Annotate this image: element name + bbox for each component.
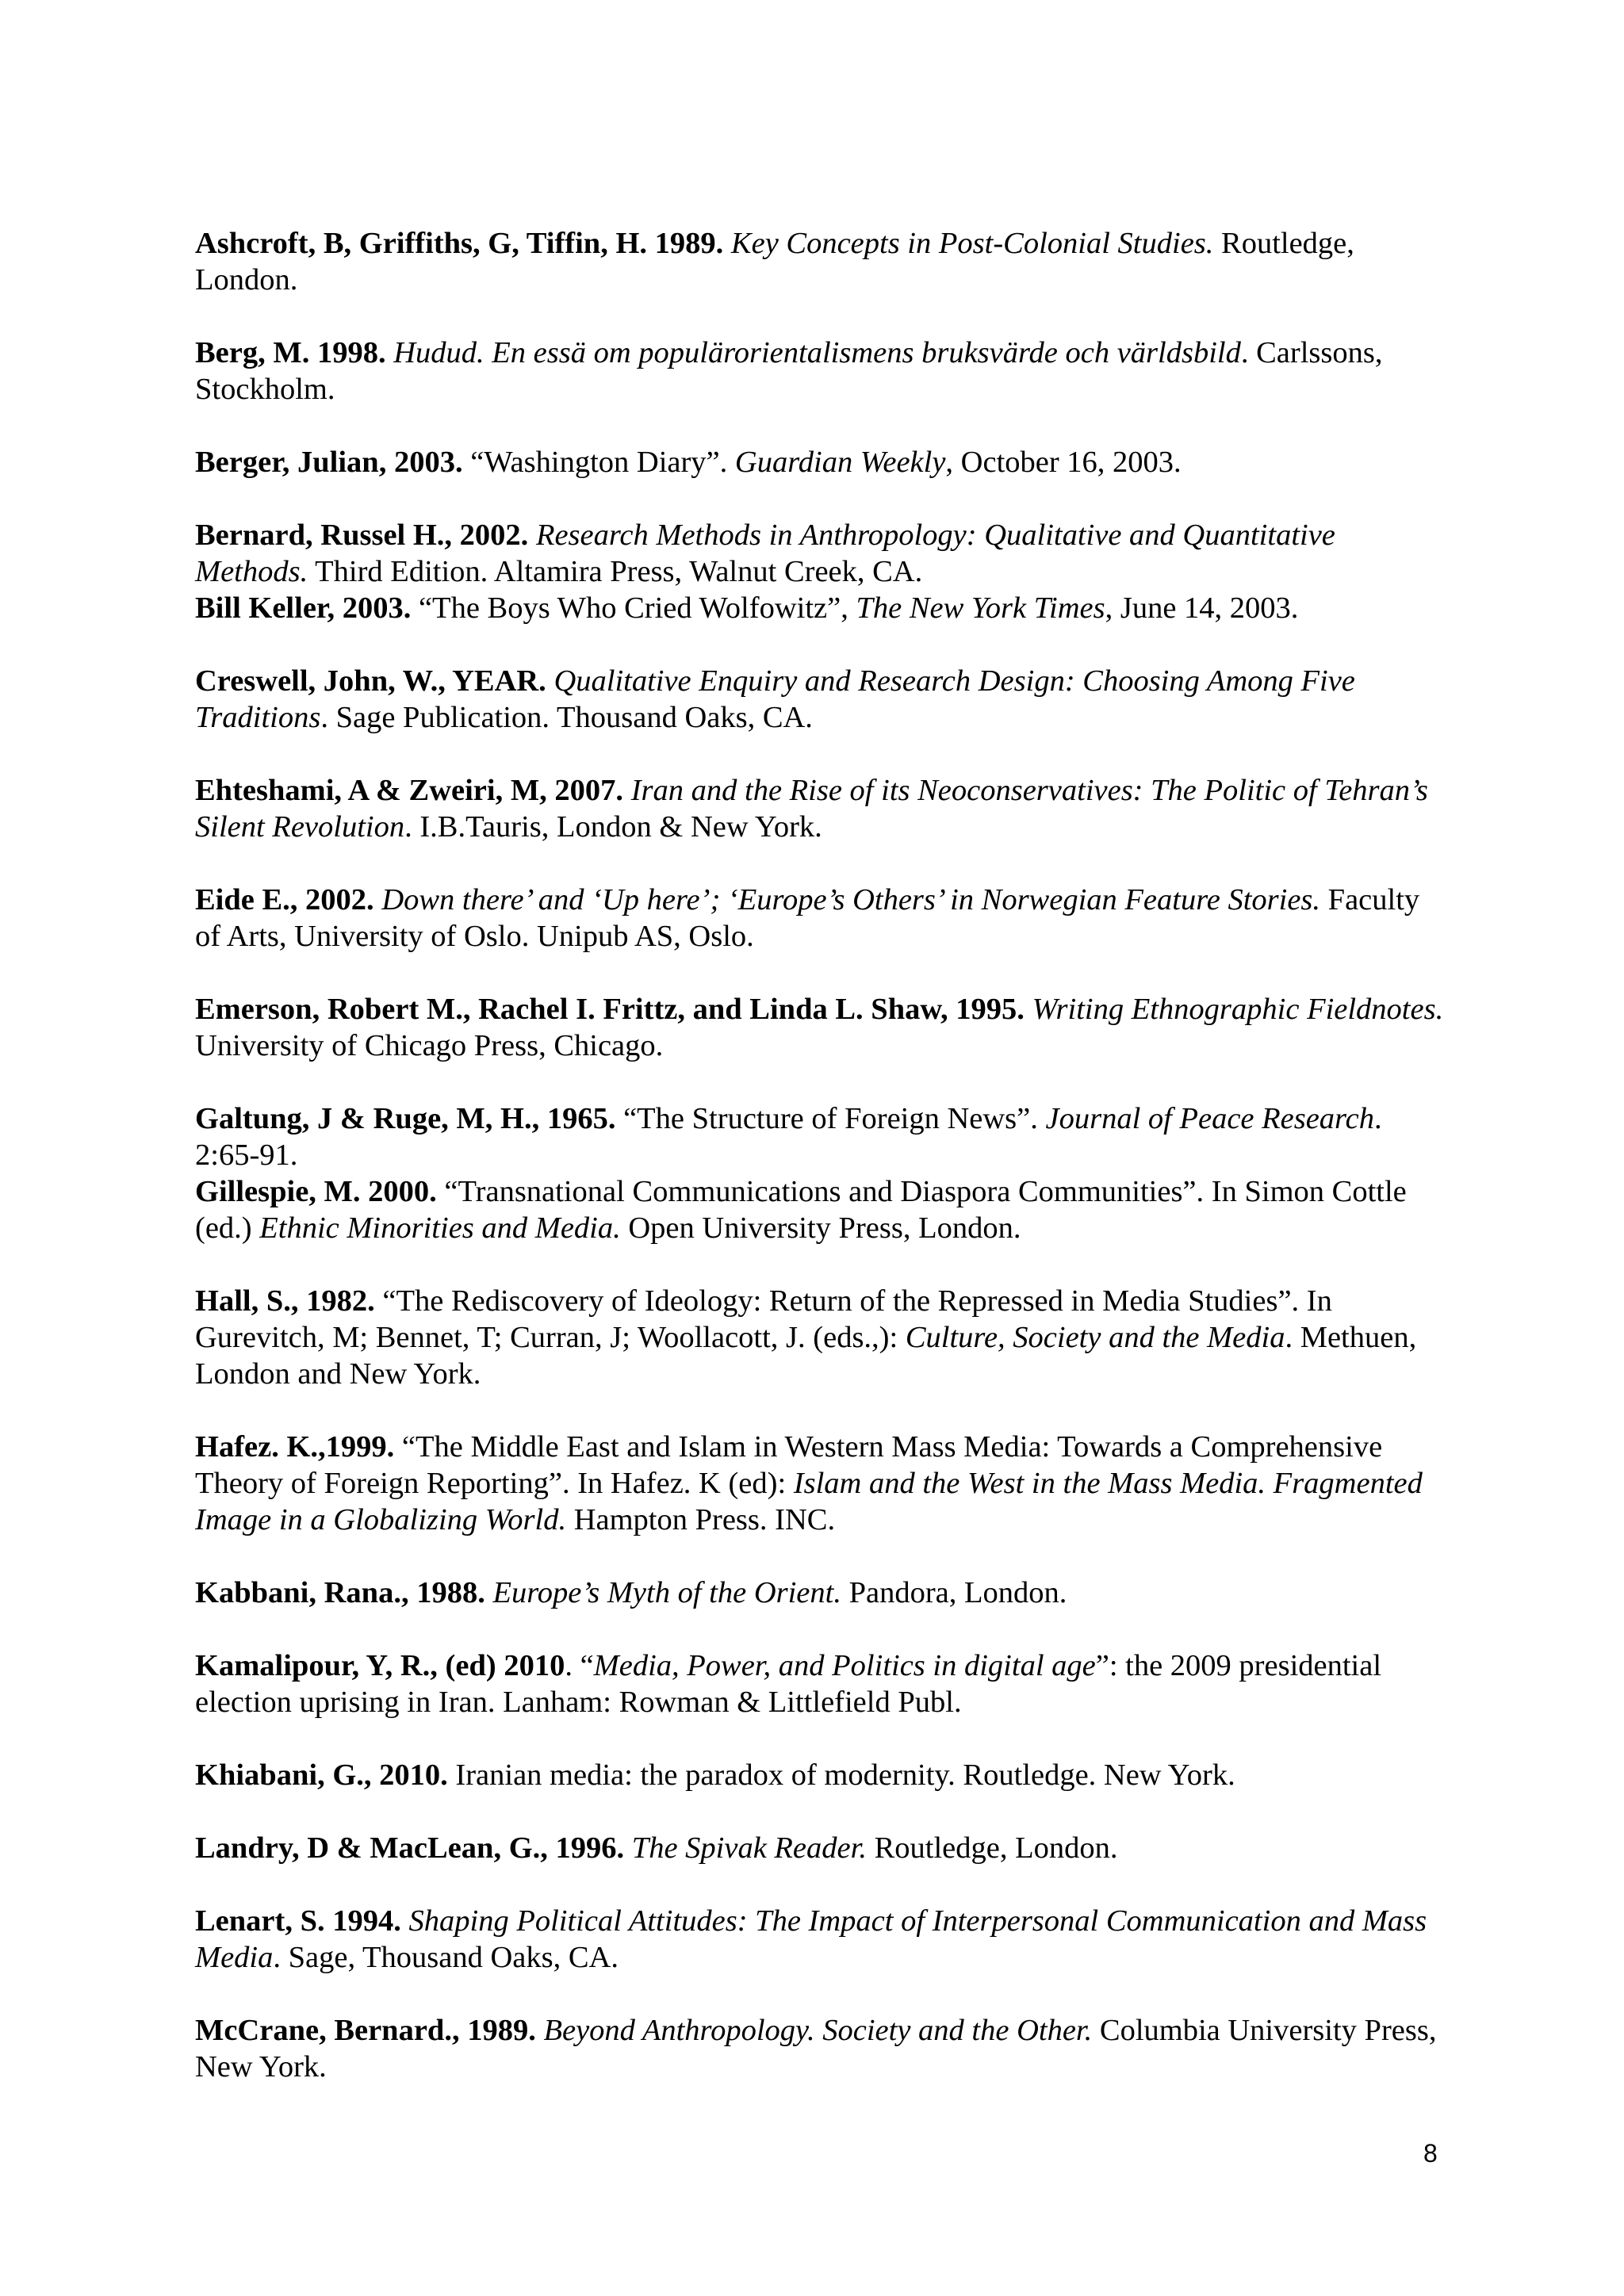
reference-entry bbox=[195, 444, 1448, 480]
reference-author: Kamalipour, Y, R., (ed) 2010 bbox=[195, 1649, 565, 1682]
reference-title: Islam and the West in the Mass Media. Fragmented Image in a Globalizing World. bbox=[195, 1467, 1423, 1536]
reference-title: Guardian Weekly bbox=[734, 446, 946, 479]
reference-text: Routledge, London. bbox=[195, 227, 1354, 297]
reference-text: University of Chicago Press, Chicago. bbox=[195, 1029, 664, 1062]
reference-author: Galtung, J & Ruge, M, H., 1965. bbox=[195, 1102, 616, 1135]
reference-author: Gillespie, M. 2000. bbox=[195, 1175, 437, 1208]
reference-entry bbox=[195, 225, 1448, 298]
reference-entry bbox=[195, 991, 1448, 1064]
reference-title: Research Methods in Anthropology: Qualitative and Quantitative Methods. bbox=[195, 519, 1335, 588]
reference-text: Routledge, London. bbox=[866, 1831, 1118, 1865]
reference-entry bbox=[195, 335, 1448, 408]
reference-title: Beyond Anthropology. Society and the Other. bbox=[543, 2014, 1093, 2047]
page-number: 8 bbox=[1423, 2139, 1438, 2168]
reference-author: Khiabani, G., 2010. bbox=[195, 1758, 448, 1792]
reference-author: Landry, D & MacLean, G., 1996. bbox=[195, 1831, 625, 1865]
reference-text bbox=[546, 664, 554, 698]
reference-entry bbox=[195, 1429, 1448, 1538]
reference-author: McCrane, Bernard., 1989. bbox=[195, 2014, 536, 2047]
reference-title: Iran and the Rise of its Neoconservatives: The Politic of Tehran’s Silent Revolution bbox=[195, 774, 1428, 844]
reference-entry bbox=[195, 1903, 1448, 1976]
reference-author: Emerson, Robert M., Rachel I. Frittz, and Linda L. Shaw, 1995. bbox=[195, 993, 1025, 1026]
reference-title: The Spivak Reader. bbox=[631, 1831, 867, 1865]
reference-author: Bill Keller, 2003. bbox=[195, 591, 412, 625]
reference-text bbox=[624, 1831, 632, 1865]
reference-author: Berg, M. 1998. bbox=[195, 336, 386, 369]
reference-title: Key Concepts in Post-Colonial Studies. bbox=[730, 227, 1214, 260]
reference-entry bbox=[195, 882, 1448, 955]
reference-text bbox=[401, 1904, 409, 1938]
reference-text: “Washington Diary”. bbox=[462, 446, 735, 479]
reference-entry bbox=[195, 1757, 1448, 1793]
reference-text: ”: the 2009 presidential election uprising in Iran. Lanham: Rowman & Littlefield Publ. bbox=[195, 1649, 1382, 1719]
reference-text: “The Boys Who Cried Wolfowitz”, bbox=[411, 591, 856, 625]
reference-title: Media, Power, and Politics in digital age bbox=[593, 1649, 1096, 1682]
reference-entry bbox=[195, 1283, 1448, 1392]
reference-text: “The Rediscovery of Ideology: Return of the Repressed in Media Studies”. In Gurevitch, M; Bennet, T; Curran, J; Woollacott, J. (eds.,): bbox=[195, 1284, 1332, 1354]
reference-author: Berger, Julian, 2003. bbox=[195, 446, 463, 479]
reference-entry bbox=[195, 1575, 1448, 1611]
reference-entry bbox=[195, 1830, 1448, 1866]
reference-text: “The Middle East and Islam in Western Mass Media: Towards a Comprehensive Theory of Foreign Reporting”. In Hafez. K (ed): bbox=[195, 1430, 1383, 1500]
reference-text: . Sage Publication. Thousand Oaks, CA. bbox=[320, 701, 813, 734]
reference-entry bbox=[195, 1100, 1448, 1173]
reference-author: Lenart, S. 1994. bbox=[195, 1904, 401, 1938]
reference-title: Journal of Peace Research bbox=[1045, 1102, 1374, 1135]
reference-list bbox=[195, 225, 1448, 2085]
reference-entry bbox=[195, 1173, 1448, 1246]
reference-text: . Carlssons, Stockholm. bbox=[195, 336, 1383, 406]
reference-author: Eide E., 2002. bbox=[195, 883, 374, 916]
reference-text: Pandora, London. bbox=[841, 1576, 1067, 1609]
reference-title: Hudud. En essä om populärorientalismens bruksvärde och världsbild bbox=[393, 336, 1241, 369]
reference-title: Ethnic Minorities and Media. bbox=[259, 1211, 621, 1245]
reference-text: Iranian media: the paradox of modernity. Routledge. New York. bbox=[447, 1758, 1235, 1792]
reference-title: Down there’ and ‘Up here’; ‘Europe’s Others’ in Norwegian Feature Stories. bbox=[381, 883, 1321, 916]
reference-text: , October 16, 2003. bbox=[945, 446, 1182, 479]
reference-title: Europe’s Myth of the Orient. bbox=[492, 1576, 841, 1609]
reference-author: Hafez. K.,1999. bbox=[195, 1430, 395, 1464]
reference-title: Qualitative Enquiry and Research Design: Choosing Among Five Traditions bbox=[195, 664, 1355, 734]
reference-text: “Transnational Communications and Diaspora Communities”. In Simon Cottle (ed.) bbox=[195, 1175, 1407, 1245]
reference-text: Columbia University Press, New York. bbox=[195, 2014, 1437, 2084]
reference-entry bbox=[195, 590, 1448, 626]
reference-entry bbox=[195, 663, 1448, 736]
reference-author: Ashcroft, B, Griffiths, G, Tiffin, H. 1989. bbox=[195, 227, 724, 260]
reference-text: Faculty of Arts, University of Oslo. Unipub AS, Oslo. bbox=[195, 883, 1420, 953]
reference-text: , June 14, 2003. bbox=[1105, 591, 1299, 625]
reference-text: . 2:65-91. bbox=[195, 1102, 1382, 1172]
reference-text: . “ bbox=[565, 1649, 594, 1682]
reference-text bbox=[723, 227, 731, 260]
reference-text bbox=[386, 336, 394, 369]
reference-title: Shaping Political Attitudes: The Impact of Interpersonal Communication and Mass Media bbox=[195, 1904, 1427, 1974]
reference-entry bbox=[195, 772, 1448, 845]
reference-entry bbox=[195, 2012, 1448, 2085]
reference-text: “The Structure of Foreign News”. bbox=[615, 1102, 1046, 1135]
reference-text bbox=[528, 519, 536, 552]
reference-text: . I.B.Tauris, London & New York. bbox=[404, 810, 822, 844]
reference-author: Creswell, John, W., YEAR. bbox=[195, 664, 546, 698]
reference-text: . Methuen, London and New York. bbox=[195, 1321, 1417, 1391]
reference-title: Culture, Society and the Media bbox=[905, 1321, 1285, 1354]
reference-title: Writing Ethnographic Fieldnotes. bbox=[1032, 993, 1444, 1026]
reference-text: . Sage, Thousand Oaks, CA. bbox=[273, 1941, 619, 1974]
reference-text: Third Edition. Altamira Press, Walnut Creek, CA. bbox=[308, 555, 923, 588]
reference-title: The New York Times bbox=[856, 591, 1105, 625]
reference-author: Ehteshami, A & Zweiri, M, 2007. bbox=[195, 774, 624, 807]
reference-author: Hall, S., 1982. bbox=[195, 1284, 375, 1318]
reference-entry bbox=[195, 517, 1448, 590]
reference-text bbox=[374, 883, 382, 916]
reference-text bbox=[1025, 993, 1032, 1026]
reference-entry bbox=[195, 1647, 1448, 1720]
reference-text: Open University Press, London. bbox=[620, 1211, 1021, 1245]
reference-author: Bernard, Russel H., 2002. bbox=[195, 519, 529, 552]
reference-text: Hampton Press. INC. bbox=[566, 1503, 836, 1536]
reference-text bbox=[623, 774, 631, 807]
reference-author: Kabbani, Rana., 1988. bbox=[195, 1576, 485, 1609]
